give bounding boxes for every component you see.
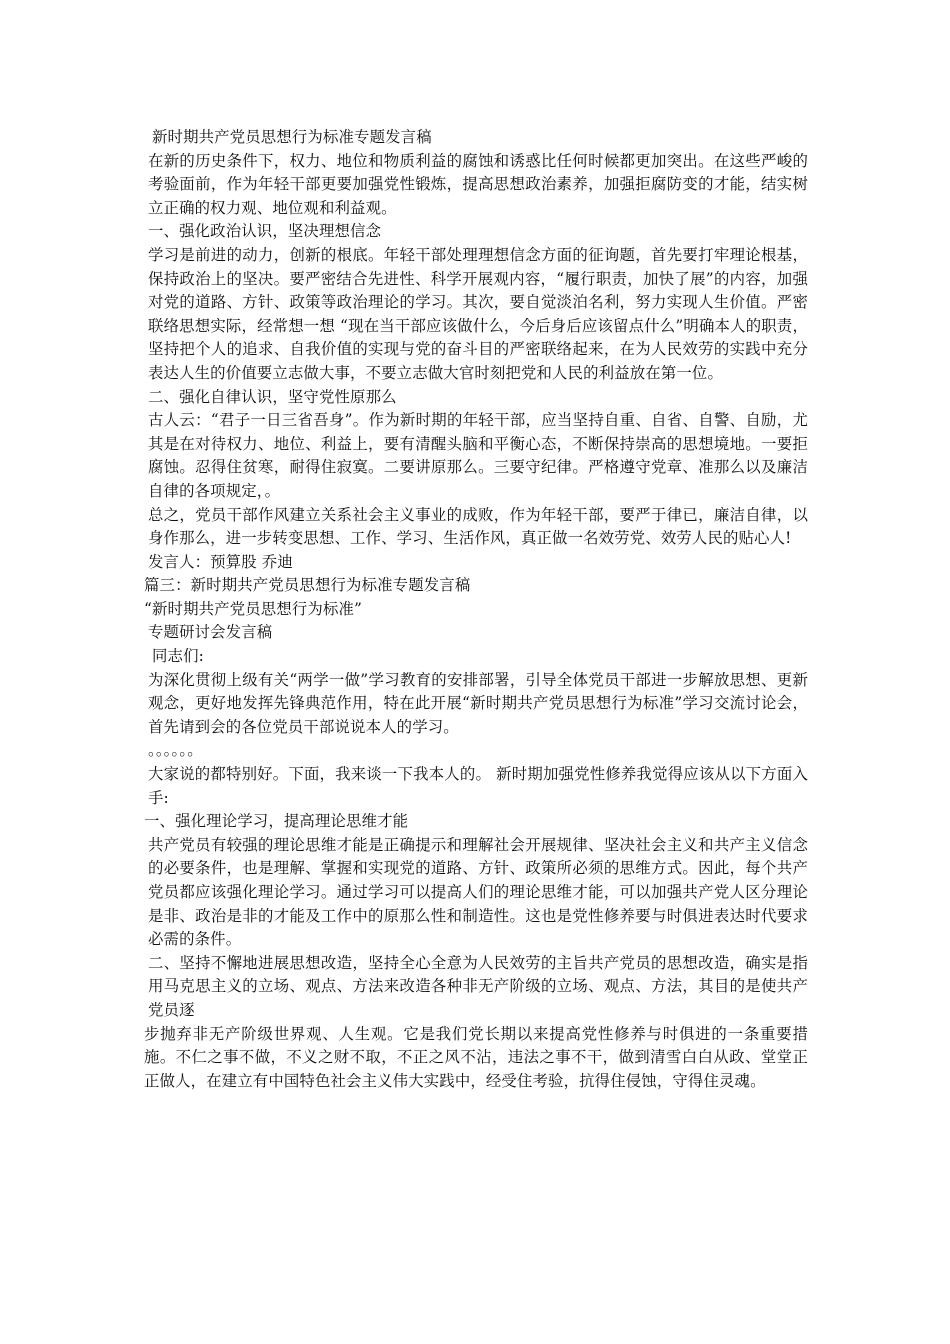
quoted-title: “新时期共产党员思想行为标准” <box>144 599 363 618</box>
paragraph: 总之，党员干部作风建立关系社会主义事业的成败，作为年轻干部，要严于律已，廉洁自律，以身作那么，进一步转变思想、工作、学习、生活作风，真正做一名效劳党、效劳人民的贴心人! <box>148 505 808 548</box>
ellipsis-line: 。。。。。。 <box>148 741 203 760</box>
paragraph: 步抛弃非无产阶级世界观、人生观。它是我们党长期以来提高党性修养与时俱进的一条重要措施。不仁之事不做，不义之财不取，不正之风不沾，违法之事不干，做到清雪白白从政、堂堂正正做人，在建立有中国特色社会主义伟大实践中，经受住考验，抗得住侵蚀，守得住灵魂。 <box>144 1024 808 1090</box>
chapter-heading: 篇三：新时期共产党员思想行为标准专题发言稿 <box>144 576 471 595</box>
paragraph: 二、坚持不懈地进展思想改造，坚持全心全意为人民效劳的主旨共产党员的思想改造，确实是指用马克思主义的立场、观点、方法来改造各种非无产阶级的立场、观点、方法，其目的是使共产党员逐 <box>148 953 808 1019</box>
salutation: 同志们: <box>152 647 204 666</box>
paragraph: 大家说的都特别好。下面，我来谈一下我本人的。 新时期加强党性修养我觉得应该从以下方面入手: <box>148 765 808 807</box>
paragraph: 为深化贯彻上级有关“两学一做”学习教育的安排部署，引导全体党员干部进一步解放思想、更新观念，更好地发挥先锋典范作用，特在此开展“新时期共产党员思想行为标准”学习交流讨论会，首先请到会的各位党员干部说说本人的学习。 <box>148 670 808 736</box>
document-title: 新时期共产党员思想行为标准专题发言稿 <box>152 128 432 146</box>
paragraph: 在新的历史条件下，权力、地位和物质利益的腐蚀和诱惑比任何时候都更加突出。在这些严峻的考验面前，作为年轻干部更要加强党性锻炼，提高思想政治素养，加强拒腐防变的才能，结实树立正确的权力观、地位观和利益观。 <box>148 151 808 217</box>
paragraph: 学习是前进的动力，创新的根底。年轻干部处理理想信念方面的征询题，首先要打牢理论根基，保持政治上的坚决。要严密结合先进性、科学开展观内容，“履行职责，加快了展”的内容，加强对党的道路、方针、政策等政治理论的学习。其次，要自觉淡泊名利，努力实现人生价值。严密联络思想实际，经常想一想 “现在当干部应该做什么，今后身后应该留点什么”明确本人的职责，坚持把个人的追求、自我价值的实现与党的奋斗目的严密联络起来，在为人民效劳的实践中充分表达人生的价值要立志做大事，不要立志做大官时刻把党和人民的利益放在第一位。 <box>148 245 808 382</box>
section-heading: 一、强化理论学习，提高理论思维才能 <box>144 812 409 831</box>
paragraph: 共产党员有较强的理论思维才能是正确提示和理解社会开展规律、坚决社会主义和共产主义信念的必要条件，也是理解、掌握和实现党的道路、方针、政策所必须的思维方式。因此，每个共产党员都应该强化理论学习。通过学习可以提高人们的理论思维才能，可以加强共产党人区分理论是非、政治是非的才能及工作中的原那么性和制造性。这也是党性修养要与时俱进表达时代要求必需的条件。 <box>148 835 808 949</box>
document-body <box>144 126 808 1093</box>
paragraph: 古人云：“君子一日三省吾身”。作为新时期的年轻干部，应当坚持自重、自省、自警、自励，尤其是在对待权力、地位、利益上，要有清醒头脑和平衡心态，不断保持崇高的思想境地。一要拒腐蚀。忍得住贫寒，耐得住寂寞。二要讲原那么。三要守纪律。严格遵守党章、准那么以及廉洁自律的各项规定，。 <box>148 411 808 500</box>
section-heading: 二、强化自律认识，坚守党性原那么 <box>148 387 397 406</box>
subtitle: 专题研讨会发言稿 <box>148 623 273 642</box>
section-heading: 一、强化政治认识，坚决理想信念 <box>148 222 382 241</box>
speaker-line: 发言人：预算股 乔迪 <box>148 552 293 571</box>
